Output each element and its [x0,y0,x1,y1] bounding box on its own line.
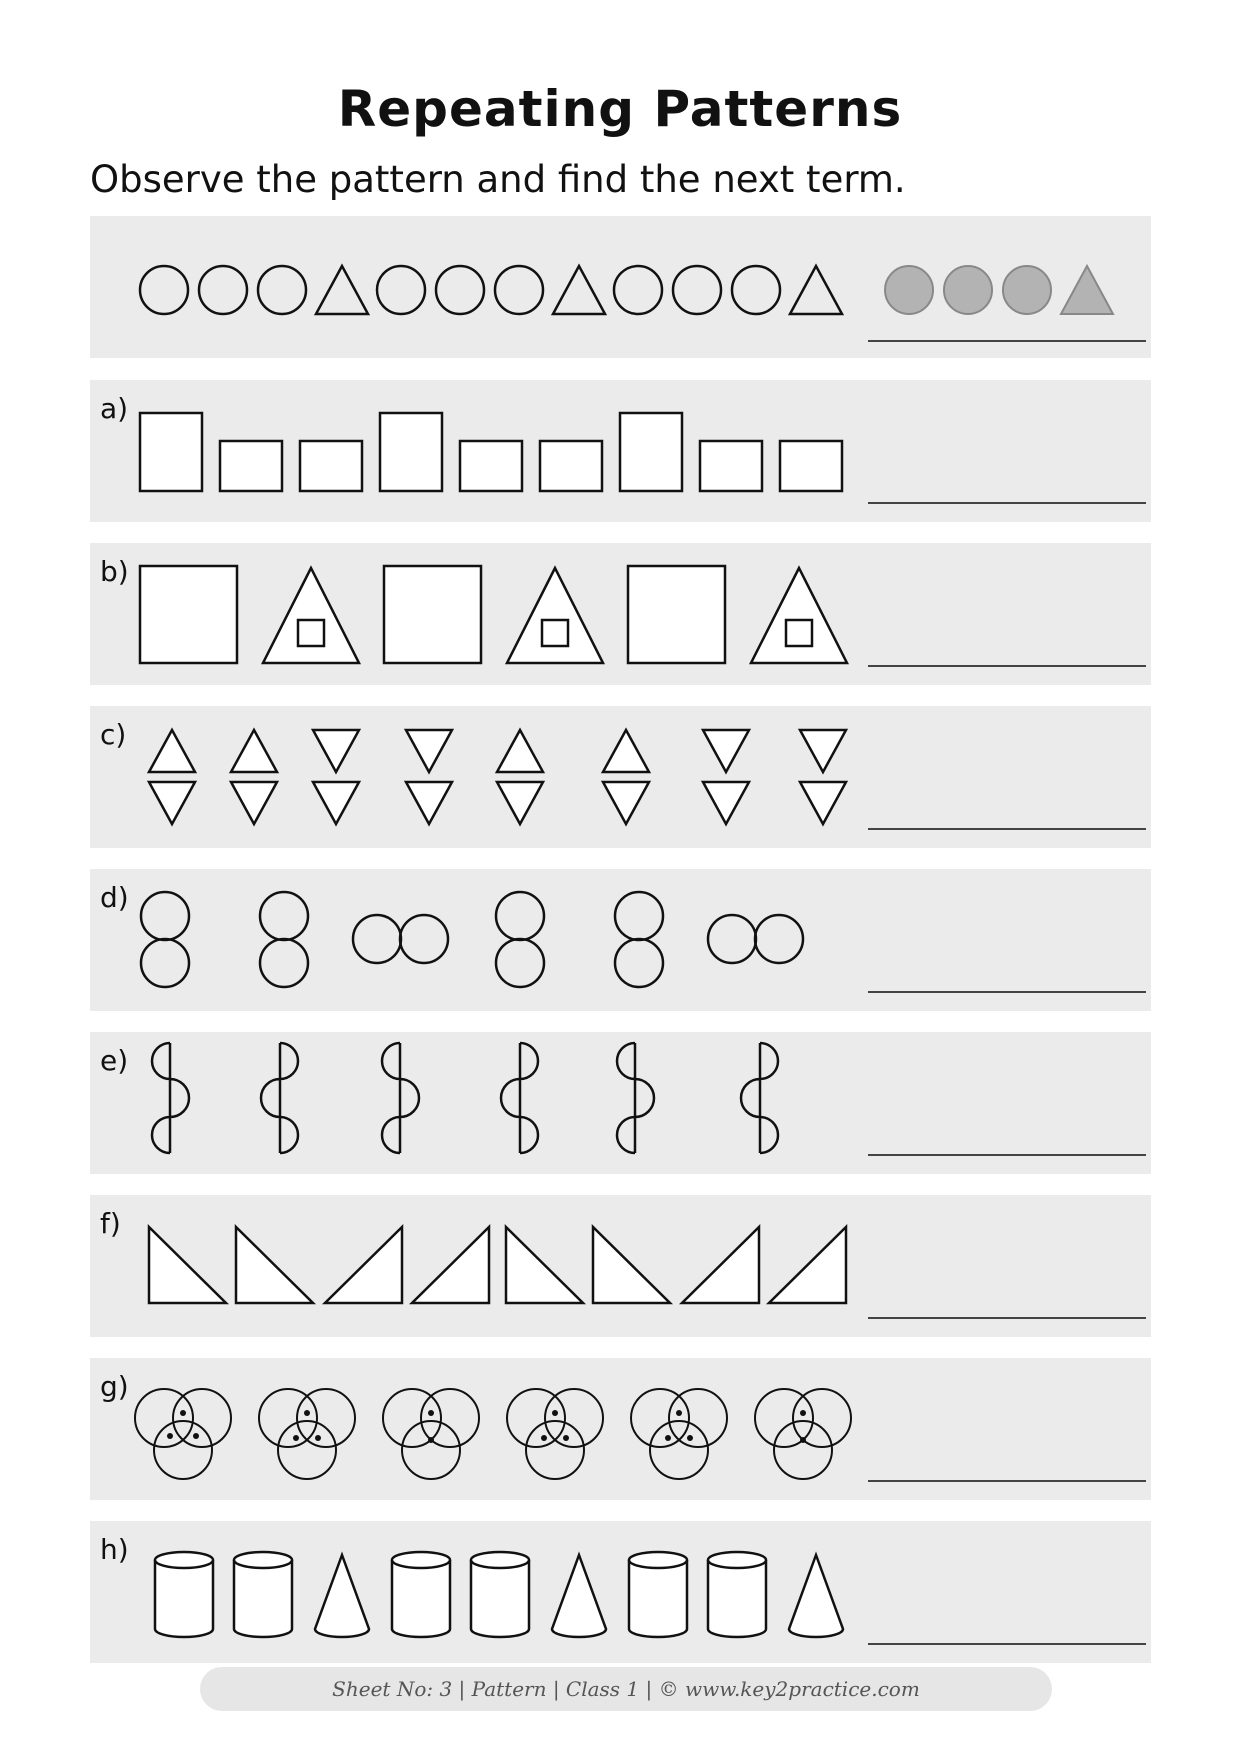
pattern-g [90,1358,1151,1500]
answer-line[interactable] [868,340,1146,342]
answer-line[interactable] [868,1480,1146,1482]
problem-label: b) [100,555,129,588]
problem-label: d) [100,881,129,914]
pattern-a [90,380,1151,522]
problem-row-d [90,869,1151,1011]
problem-row-c [90,706,1151,848]
circle-shape [673,266,721,314]
answer-line[interactable] [868,1154,1146,1156]
answer-line[interactable] [868,665,1146,667]
answer-line[interactable] [868,991,1146,993]
circle-shape [199,266,247,314]
short-rectangle [220,441,282,491]
triangle-with-square [263,568,359,663]
circle-shape [140,266,188,314]
triangle-shape [553,266,605,314]
circle-shape [377,266,425,314]
circle-shape [614,266,662,314]
pattern-h [90,1521,1151,1663]
problem-row-a [90,380,1151,522]
pattern-b [90,543,1151,685]
short-rectangle [300,441,362,491]
answer-line[interactable] [868,1317,1146,1319]
pattern-f [90,1195,1151,1337]
pattern-d [90,869,1151,1011]
triangle-with-square [751,568,847,663]
problem-label: f) [100,1207,121,1240]
footer: Sheet No: 3 | Pattern | Class 1 | © www.key2practice.com [200,1667,1052,1711]
tall-rectangle [380,413,442,491]
short-rectangle [700,441,762,491]
answer-triangle-shape [1061,266,1113,314]
circle-shape [732,266,780,314]
answer-line[interactable] [868,502,1146,504]
answer-circle-shape [885,266,933,314]
answer-circle-shape [1003,266,1051,314]
instruction-text: Observe the pattern and find the next term. [90,158,906,201]
square-shape [384,566,481,663]
example-pattern [90,216,1151,358]
example-row [90,216,1151,358]
tall-rectangle [140,413,202,491]
problem-label: a) [100,392,129,425]
answer-line[interactable] [868,1643,1146,1645]
circle-shape [436,266,484,314]
square-shape [140,566,237,663]
answer-circle-shape [944,266,992,314]
circle-shape [495,266,543,314]
problem-label: c) [100,718,127,751]
page-title: Repeating Patterns [337,80,903,138]
problem-row-h [90,1521,1151,1663]
problem-row-f [90,1195,1151,1337]
short-rectangle [460,441,522,491]
problem-row-e [90,1032,1151,1174]
pattern-c [90,706,1151,848]
problem-row-g [90,1358,1151,1500]
problem-label: g) [100,1370,129,1403]
short-rectangle [780,441,842,491]
tall-rectangle [620,413,682,491]
problem-row-b [90,543,1151,685]
circle-shape [258,266,306,314]
triangle-shape [316,266,368,314]
answer-line[interactable] [868,828,1146,830]
short-rectangle [540,441,602,491]
problem-label: h) [100,1533,129,1566]
pattern-e [90,1032,1151,1174]
square-shape [628,566,725,663]
triangle-with-square [507,568,603,663]
triangle-shape [790,266,842,314]
problem-label: e) [100,1044,129,1077]
